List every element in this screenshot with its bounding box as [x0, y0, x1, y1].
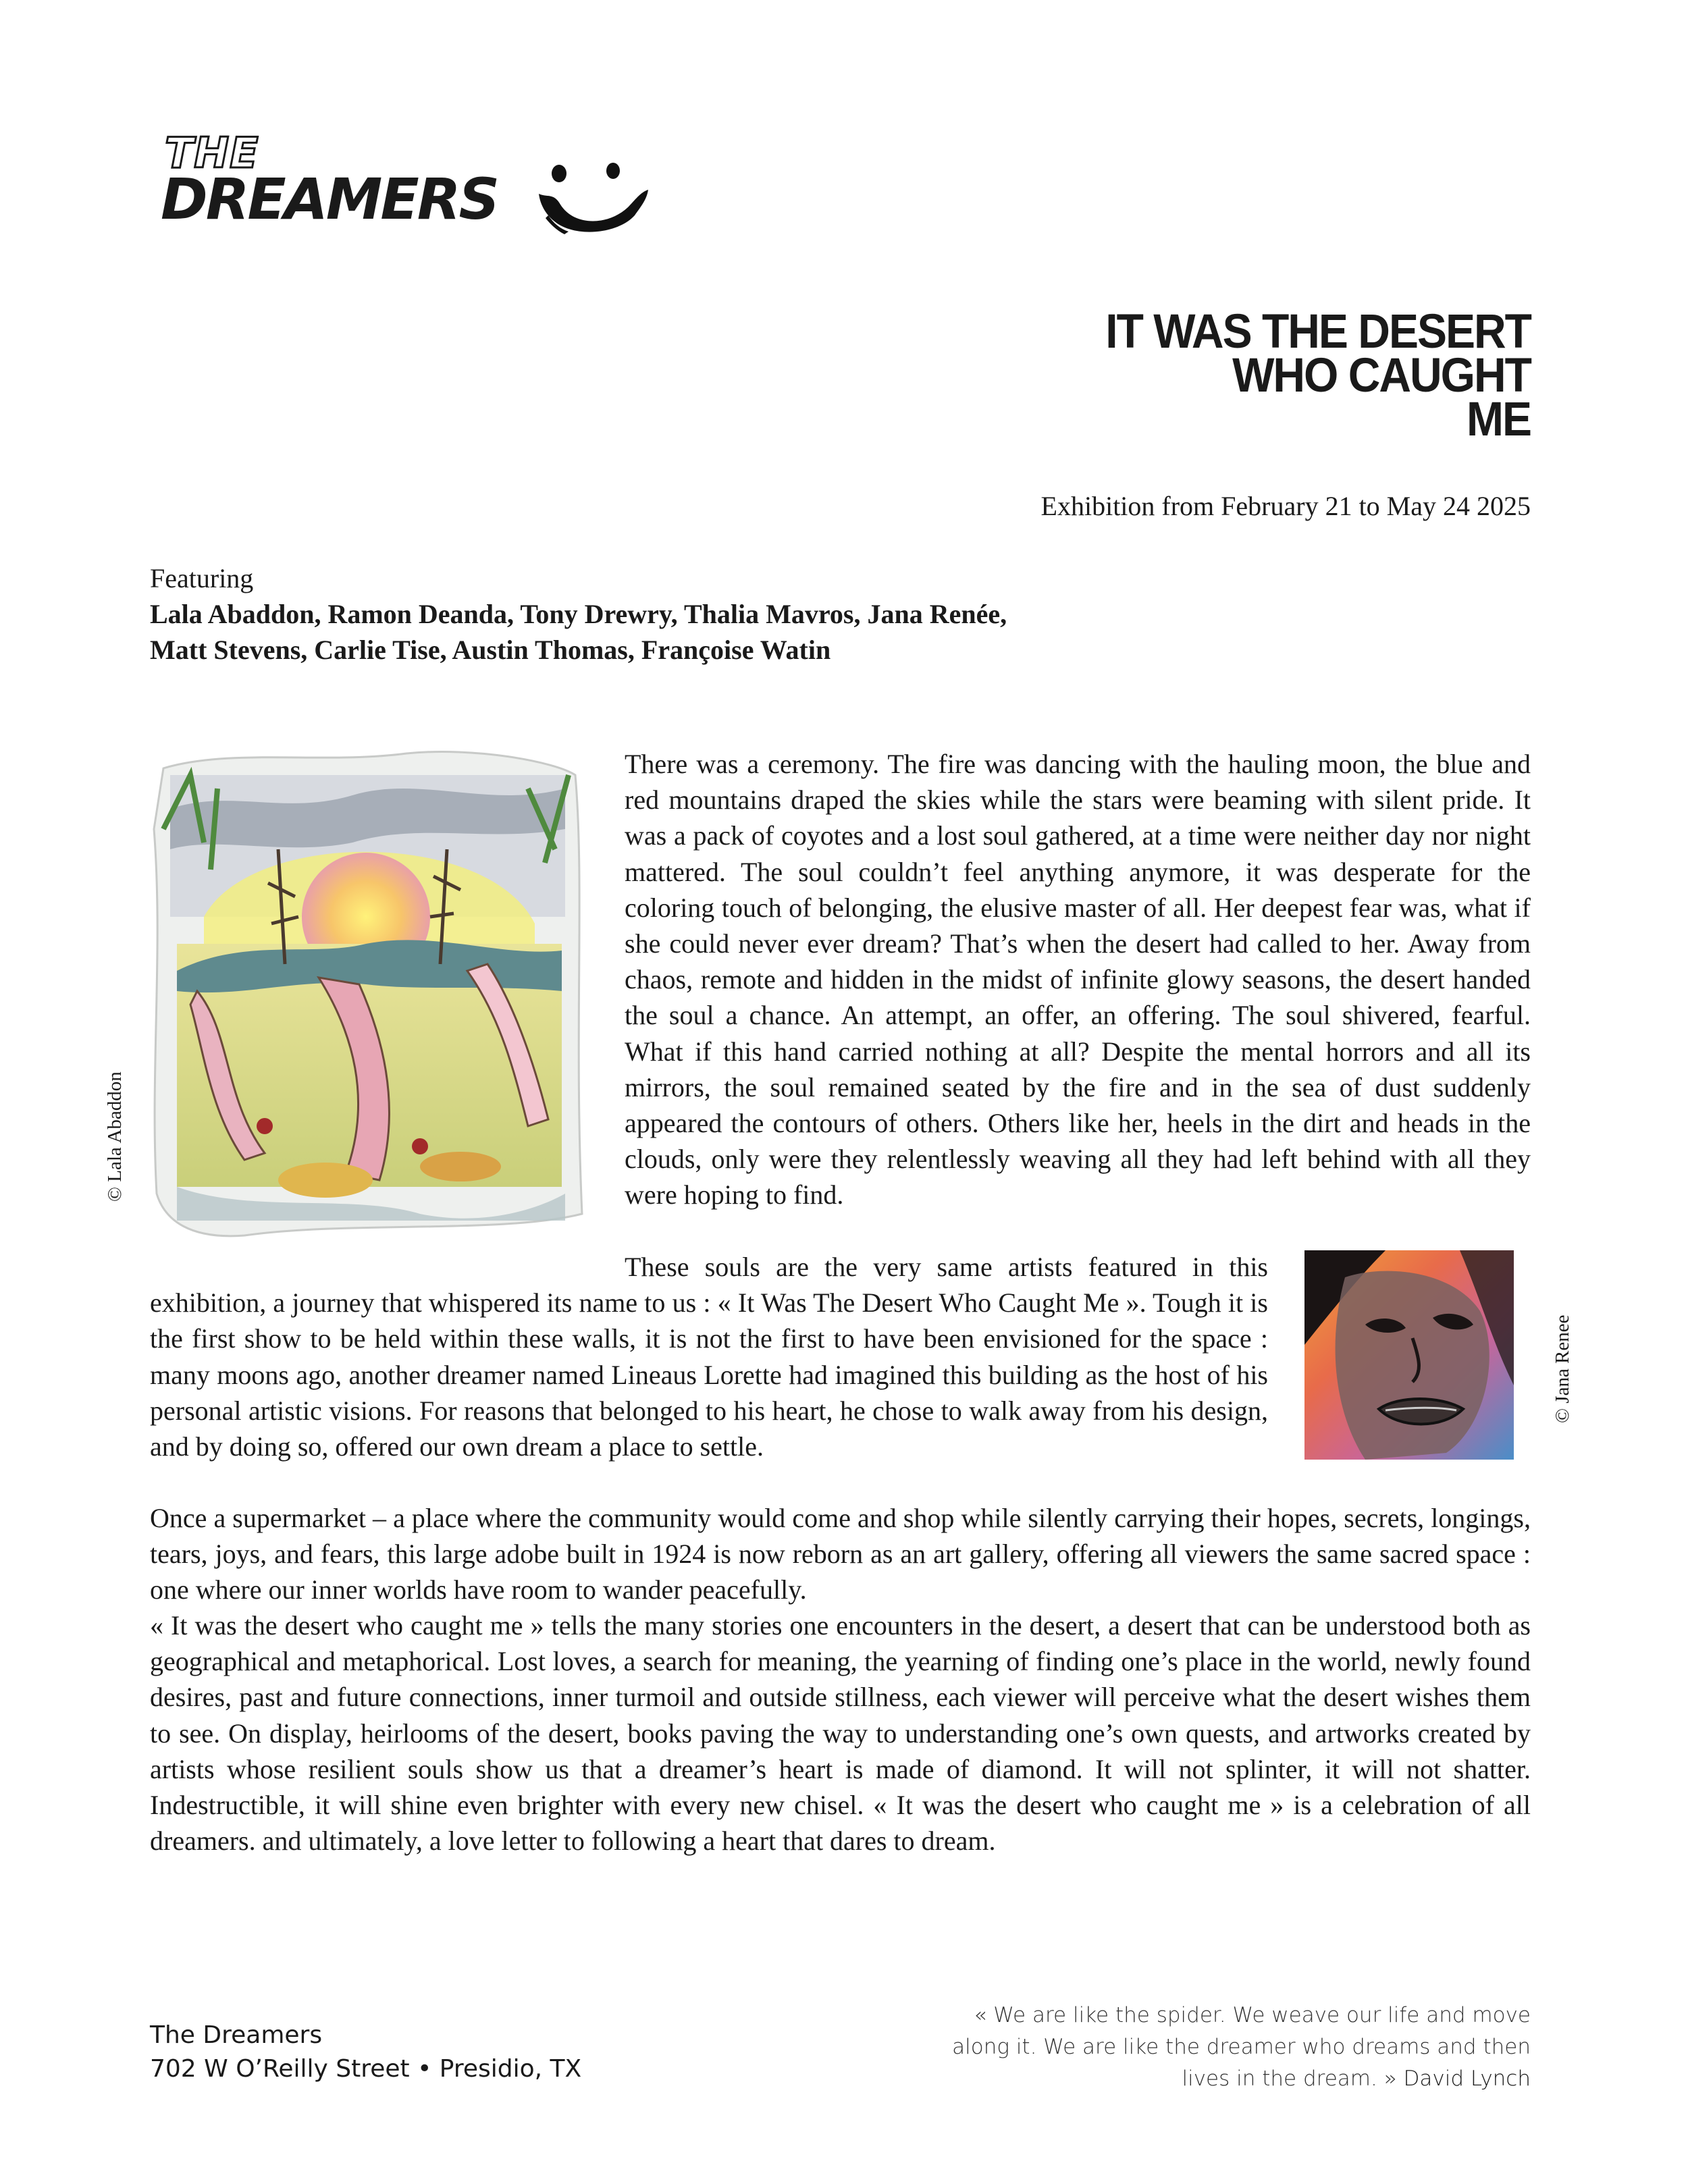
- artwork-credit-lala: © Lala Abaddon: [104, 1071, 126, 1202]
- exhibition-dates: Exhibition from February 21 to May 24 2025: [1040, 491, 1531, 521]
- artwork-credit-jana: © Jana Renee: [1552, 1314, 1573, 1423]
- smiley-icon: [533, 159, 655, 240]
- title-line-1: IT WAS THE DESERT: [1105, 304, 1531, 358]
- logo-name-text: DREAMERS: [161, 166, 498, 232]
- lala-abaddon-artwork: [150, 748, 585, 1240]
- venue-address: [150, 2019, 581, 2086]
- featuring-label: Featuring: [150, 563, 254, 593]
- body-paragraph-4: « It was the desert who caught me » tells the many stories one encounters in the desert, a desert that can be understood both as geographical and metaphorical. Lost loves, a search for meaning, the yearning of finding one’s place in the world, newly found desires, past and future connections, inner turmoil and outside stillness, each viewer will perceive what the desert wishes them to see. On display, heirlooms of the desert, books paving the way to understanding one’s own quests, and artworks created by artists whose resilient souls show us that a dreamer’s heart is made of diamond. It will not splinter, it will not shatter. Indestructible, it will shine even brighter with every new chisel. « It was the desert who caught me » is a celebration of all dreamers. and ultimately, a love letter to following a heart that dares to dream.: [150, 1610, 1531, 1857]
- exhibition-title: [923, 304, 1531, 446]
- jana-renee-artwork: [1304, 1250, 1514, 1460]
- body-paragraph-1: There was a ceremony. The fire was dancing with the hauling moon, the blue and red mountains draped the skies while the stars were beaming with silent pride. It was a pack of coyotes and a lost soul gathered, at a time were neither day nor night mattered. The soul couldn’t feel anything anymore, it was desperate for the coloring touch of belonging, the elusive master of all. Her deepest fear was, what if she could never ever dream? That’s when the desert had called to her. Away from chaos, remote and hidden in the midst of infinite glowy seasons, the desert handed the soul a chance. An attempt, an offer, an offering. The soul shivered, fearful. What if this hand carried nothing at all? Despite the mental horrors and all its mirrors, the soul remained seated by the fire and in the sea of dust suddenly appeared the contours of others. Others like her, heels in the dirt and heads in the clouds, only were they relentlessly weaving all they had left behind with all they were hoping to find.: [625, 749, 1531, 1210]
- artist-names-line-1: Lala Abaddon, Ramon Deanda, Tony Drewry, Thalia Mavros, Jana Renée,: [150, 599, 1007, 629]
- logo-the-text: THE: [165, 128, 259, 178]
- artist-names-line-2: Matt Stevens, Carlie Tise, Austin Thomas, Françoise Watin: [150, 635, 831, 665]
- artist-names: [150, 596, 1230, 668]
- street-address: 702 W O’Reilly Street • Presidio, TX: [150, 2055, 582, 2083]
- title-line-3: ME: [1467, 392, 1531, 446]
- dreamers-logo: [161, 128, 498, 236]
- venue-name: The Dreamers: [150, 2021, 323, 2049]
- featuring-block: [150, 560, 1230, 668]
- david-lynch-quote: [923, 2000, 1531, 2095]
- title-line-2: WHO CAUGHT: [1232, 348, 1531, 402]
- body-paragraph-3: Once a supermarket – a place where the community would come and shop while silently carrying their hopes, secrets, longings, tears, joys, and fears, this large adobe built in 1924 is now reborn as an art gallery, offering all viewers the same sacred space : one where our inner worlds have room to wander peacefully.: [150, 1503, 1531, 1605]
- body-paragraph-2: These souls are the very same artists featured in this exhibition, a journey that whispered its name to us : « It Was The Desert Who Caught Me ». Tough it is the first show to be held within these walls, it is not the first to have been envisioned for the space : many moons ago, another dreamer named Lineaus Lorette had imagined this building as the host of his personal artistic visions. For reasons that belonged to his heart, he chose to walk away from his design, and by doing so, offered our own dream a place to settle.: [150, 1252, 1268, 1462]
- quote-author: David Lynch: [1403, 2067, 1531, 2091]
- quote-text: « We are like the spider. We weave our life and move along it. We are like the dreamer who dreams and then lives in the dream. »: [952, 2003, 1531, 2091]
